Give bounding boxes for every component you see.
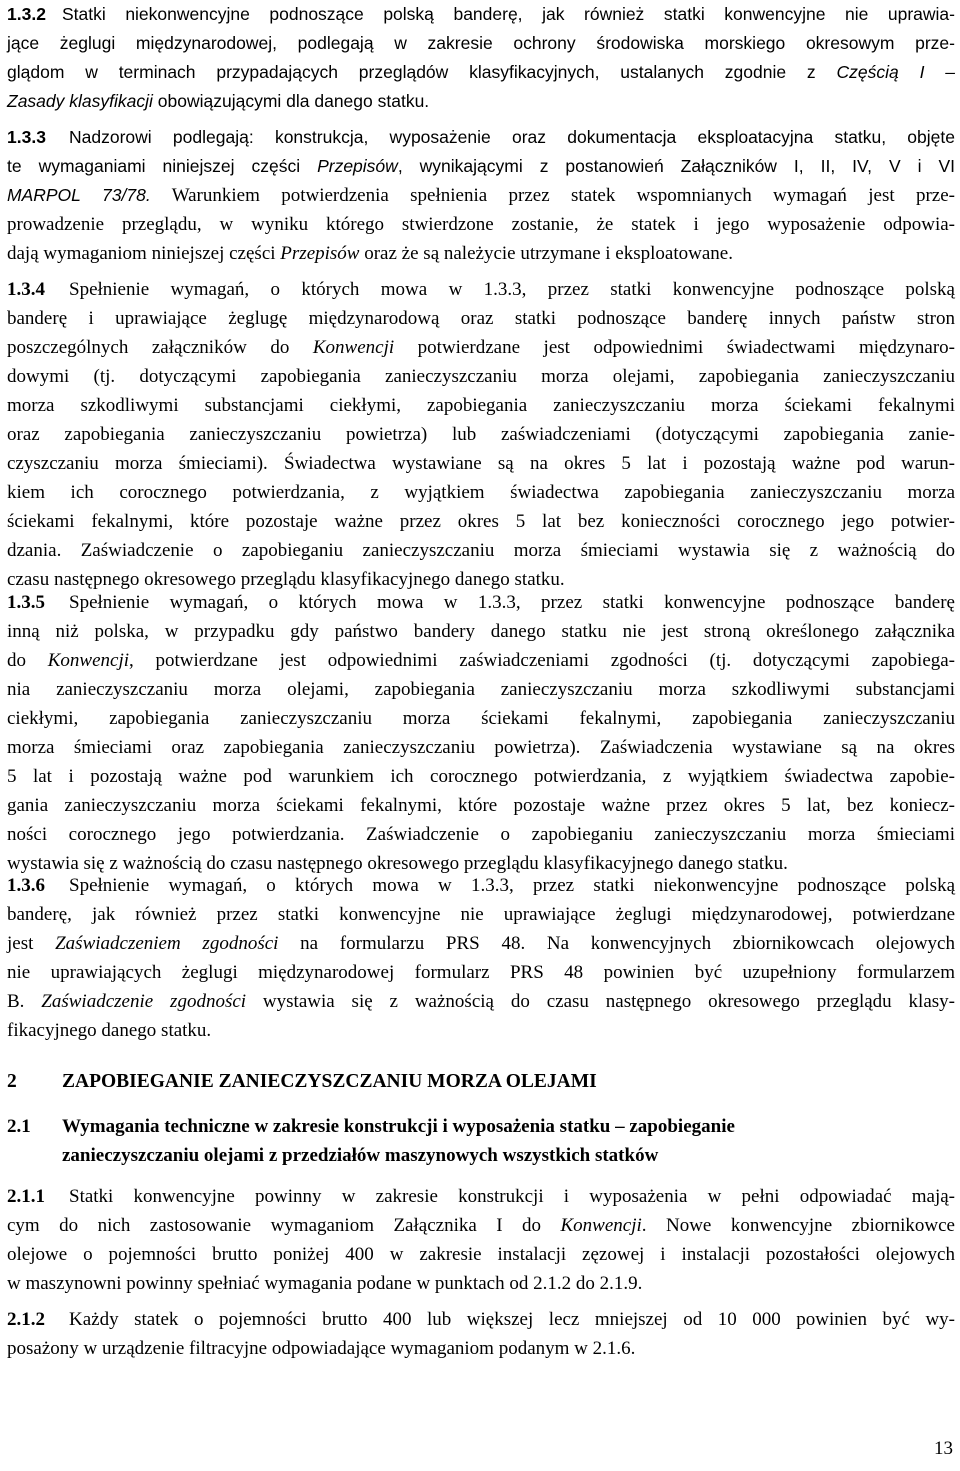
text-line (7, 478, 955, 507)
italic-reference: Zasady klasyfikacji (7, 91, 153, 111)
text-span: Warunkiem potwierdzenia spełnienia przez statek wspomnianych wymagań jest prze- (150, 185, 955, 206)
text-span: wystawia się z ważnością do czasu następnego okresowego przeglądu klasyfikacyjnego danego statku. (7, 853, 788, 874)
text-line (7, 871, 955, 900)
text-span: ściekami fekalnymi, które pozostaje ważne przez okres 5 lat bez konieczności corocznego jego potwier- (7, 511, 955, 532)
text-line (7, 29, 955, 58)
paragraph-1-3-6 (7, 871, 955, 1045)
section-number: 1.3.4 (7, 279, 45, 300)
text-span: ciekłymi, zapobiegania zanieczyszczaniu morza ściekami fekalnymi, zapobiegania zanieczyszczaniu (7, 708, 955, 729)
text-span: jące żeglugi międzynarodowej, podlegają w zakresie ochrony środowiska morskiego okresowym prze- (7, 33, 955, 53)
section-heading (7, 1112, 735, 1170)
text-span: posażony w urządzenie filtracyjne odpowiadające wymaganiom podanym w 2.1.6. (7, 1338, 636, 1359)
italic-reference: Konwencji (312, 337, 395, 358)
text-span: w maszynowni powinny spełniać wymagania podane w punktach od 2.1.2 do 2.1.9. (7, 1273, 643, 1294)
paragraph-1-3-4 (7, 275, 955, 594)
text-line (7, 449, 955, 478)
text-line (7, 87, 955, 116)
paragraph-2-1-1 (7, 1182, 955, 1298)
text-line (7, 507, 955, 536)
italic-reference: Przepisów (280, 243, 360, 264)
text-span: oraz zapobiegania zanieczyszczaniu powietrza) lub zaświadczeniami (dotyczącymi zapobiegania zanie- (7, 424, 955, 445)
text-span: B. (7, 991, 42, 1012)
heading-text: Wymagania techniczne w zakresie konstrukcji i wyposażenia statku – zapobieganie (62, 1116, 735, 1137)
paragraph-1-3-5 (7, 588, 955, 878)
text-span: czasu następnego okresowego przeglądu klasyfikacyjnego danego statku. (7, 569, 565, 590)
text-line (7, 820, 955, 849)
text-line (7, 704, 955, 733)
text-line (7, 900, 955, 929)
text-span: Każdy statek o pojemności brutto 400 lub większej lecz mniejszej od 10 000 powinien być wy- (69, 1309, 955, 1330)
text-line (7, 588, 955, 617)
text-line (7, 791, 955, 820)
heading-line: zanieczyszczaniu olejami z przedziałów maszynowych wszystkich statków (62, 1145, 659, 1166)
text-line (7, 181, 955, 210)
italic-reference: Zaświadczenie zgodności (41, 991, 247, 1012)
chapter-heading (7, 1067, 597, 1096)
text-span: Nadzorowi podlegają: konstrukcja, wyposażenie oraz dokumentacja eksploatacyjna statku, objęte (69, 127, 955, 147)
text-span: obowiązującymi dla danego statku. (152, 91, 430, 111)
text-line (7, 1269, 955, 1298)
text-span: fikacyjnego danego statku. (7, 1020, 212, 1041)
heading-line (7, 1112, 735, 1141)
text-line (7, 1016, 955, 1045)
text-line (7, 123, 955, 152)
italic-reference: Zaświadczeniem zgodności (55, 933, 279, 954)
text-span: oraz że są należycie utrzymane i eksploatowane. (359, 243, 733, 264)
chapter-number: 2 (7, 1071, 17, 1092)
section-number: 2.1 (7, 1116, 31, 1137)
text-span: Statki niekonwencyjne podnoszące polską banderę, jak również statki konwencyjne nie uprawia- (62, 4, 955, 24)
text-line (7, 420, 955, 449)
italic-reference: MARPOL 73/78. (7, 185, 151, 205)
text-span: nia zanieczyszczaniu morza olejami, zapobiegania zanieczyszczaniu morza szkodliwymi substancjami (7, 679, 955, 700)
paragraph-2-1-2 (7, 1305, 955, 1363)
text-line (7, 1334, 955, 1363)
italic-reference: Konwencji (560, 1215, 642, 1236)
text-line (7, 987, 955, 1016)
page-number: 13 (934, 1438, 953, 1459)
chapter-title: ZAPOBIEGANIE ZANIECZYSZCZANIU MORZA OLEJAMI (62, 1071, 597, 1092)
text-span: dowymi (tj. dotyczącymi zapobiegania zanieczyszczaniu morza olejami, zapobiegania zanieczyszczaniu (7, 366, 955, 387)
text-line (7, 675, 955, 704)
text-span: morza szkodliwymi substancjami ciekłymi, zapobiegania zanieczyszczaniu morza ściekami fekalnymi (7, 395, 955, 416)
text-span: . Nowe konwencyjne zbiornikowce (641, 1215, 955, 1236)
text-line (7, 333, 955, 362)
text-line (7, 646, 955, 675)
text-span: Statki konwencyjne powinny w zakresie konstrukcji i wyposażenia w pełni odpowiadać mają- (69, 1186, 955, 1207)
text-span: dzania. Zaświadczenie o zapobieganiu zanieczyszczaniu morza śmieciami wystawia się z ważnością do (7, 540, 955, 561)
text-span: banderę i uprawiające żeglugę międzynarodową oraz statki podnoszące banderę innych państw stron (7, 308, 955, 329)
italic-reference: Konwencji (47, 650, 130, 671)
section-number: 1.3.3 (7, 127, 46, 147)
text-span: olejowe o pojemności brutto poniżej 400 w zakresie instalacji zęzowej i instalacji pozostałości olejowych (7, 1244, 955, 1265)
text-span: ności corocznego jego potwierdzania. Zaświadczenie o zapobieganiu zanieczyszczaniu morza śmieciami (7, 824, 955, 845)
paragraph-1-3-2 (7, 0, 955, 116)
text-span: dają wymaganiom niniejszej części (7, 243, 281, 264)
text-line (7, 152, 955, 181)
text-span: 5 lat i pozostają ważne pod warunkiem ich corocznego potwierdzania, z wyjątkiem świadectwa zapobie- (7, 766, 955, 787)
text-span: kiem ich corocznego potwierdzania, z wyjątkiem świadectwa zapobiegania zanieczyszczaniu morza (7, 482, 955, 503)
text-line (7, 0, 955, 29)
text-line (7, 958, 955, 987)
paragraph-1-3-3 (7, 123, 955, 268)
italic-reference: Przepisów (317, 156, 398, 176)
text-span: glądom w terminach przypadających przeglądów klasyfikacyjnych, ustalanych zgodnie z (7, 62, 837, 82)
text-line (7, 762, 955, 791)
text-line (7, 1211, 955, 1240)
text-line (7, 1305, 955, 1334)
text-line (7, 304, 955, 333)
section-number: 1.3.6 (7, 875, 45, 896)
text-span: wystawia się z ważnością do czasu następnego okresowego przeglądu klasy- (246, 991, 955, 1012)
text-span: poszczególnych załączników do (7, 337, 313, 358)
text-line (7, 1240, 955, 1269)
text-line (7, 733, 955, 762)
section-number: 1.3.5 (7, 592, 45, 613)
text-span: Spełnienie wymagań, o których mowa w 1.3.3, przez statki niekonwencyjne podnoszące polską (69, 875, 955, 896)
text-line (7, 929, 955, 958)
section-number: 2.1.1 (7, 1186, 45, 1207)
text-line (7, 210, 955, 239)
section-number: 2.1.2 (7, 1309, 45, 1330)
text-span: te wymaganiami niniejszej części (7, 156, 318, 176)
text-line (7, 239, 955, 268)
text-span: inną niż polska, w przypadku gdy państwo bandery danego statku nie jest stroną określonego załącznika (7, 621, 955, 642)
text-span: jest (7, 933, 56, 954)
text-span: cym do nich zastosowanie wymaganiom Załącznika I do (7, 1215, 561, 1236)
text-span: , wynikającymi z postanowień Załączników I, II, IV, V i VI (397, 156, 955, 176)
italic-reference: Częścią I – (836, 62, 956, 82)
text-line (7, 391, 955, 420)
text-span: czyszczaniu morza śmieciami). Świadectwa wystawiane są na okres 5 lat i pozostają ważne pod warun- (7, 453, 955, 474)
section-number: 1.3.2 (7, 4, 46, 24)
text-span: morza śmieciami oraz zapobiegania zanieczyszczaniu powietrza). Zaświadczenia wystawiane są na okres (7, 737, 955, 758)
text-line (7, 58, 955, 87)
text-line (7, 617, 955, 646)
text-line (7, 1182, 955, 1211)
text-span: na formularzu PRS 48. Na konwencyjnych zbiornikowcach olejowych (278, 933, 955, 954)
text-span: prowadzenie przeglądu, w wyniku którego stwierdzone zostanie, że statek i jego wyposażenie odpowia- (7, 214, 955, 235)
text-span: nie uprawiających żeglugi międzynarodowej formularz PRS 48 powinien być uzupełniony formularzem (7, 962, 955, 983)
text-span: Spełnienie wymagań, o których mowa w 1.3.3, przez statki konwencyjne podnoszące banderę (69, 592, 955, 613)
text-span: Spełnienie wymagań, o których mowa w 1.3.3, przez statki konwencyjne podnoszące polską (69, 279, 955, 300)
text-span: do (7, 650, 48, 671)
text-line (7, 275, 955, 304)
text-span: gania zanieczyszczaniu morza ściekami fekalnymi, które pozostaje ważne przez okres 5 lat, bez koniecz- (7, 795, 955, 816)
text-span: potwierdzane jest odpowiednimi świadectwami międzynaro- (394, 337, 955, 358)
text-line (7, 362, 955, 391)
text-span: banderę, jak również przez statki konwencyjne nie uprawiające żeglugi międzynarodowej, potwierdzane (7, 904, 955, 925)
text-line (7, 536, 955, 565)
text-span: , potwierdzane jest odpowiednimi zaświadczeniami zgodności (tj. dotyczącymi zapobiega- (129, 650, 956, 671)
